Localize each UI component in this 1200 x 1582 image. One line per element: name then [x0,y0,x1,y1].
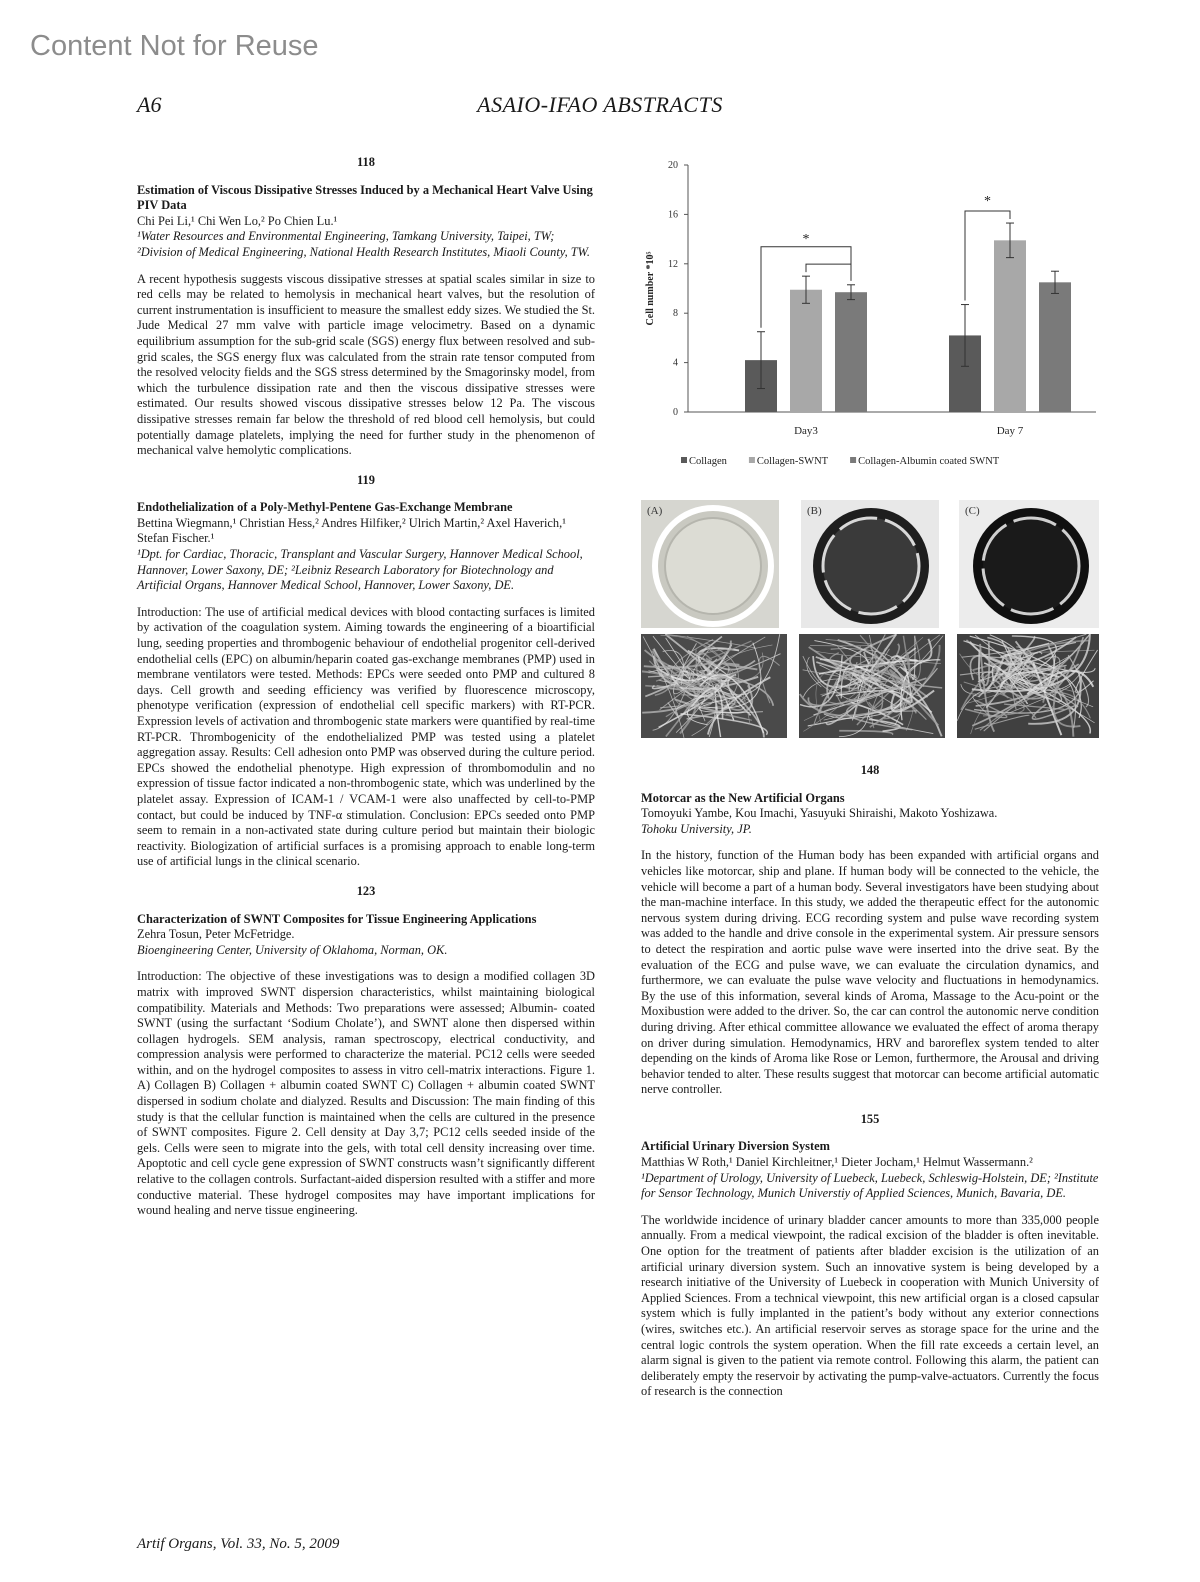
legend-swatch [850,457,856,463]
footer-citation: Artif Organs, Vol. 33, No. 5, 2009 [137,1536,340,1552]
photo-c-sem [957,634,1099,738]
abstract-number: 148 [860,763,880,777]
abstract-118 [137,155,595,459]
photo-label: (B) [807,505,822,517]
legend-swatch [681,457,687,463]
abstract-affiliations: Tohoku University, JP. [641,821,752,836]
photo-a-sem [641,634,787,738]
y-tick-label: 4 [673,357,678,369]
cell-density-chart [641,150,1101,480]
y-tick-label: 8 [673,308,678,320]
bar-0-1 [790,290,822,412]
legend-entry: Collagen-Albumin coated SWNT [858,456,1000,467]
abstract-title: Endothelialization of a Poly-Methyl-Pentene Gas-Exchange Membrane [137,500,513,515]
photo-label: (C) [965,505,980,517]
abstract-123 [137,884,595,1219]
abstract-title: Characterization of SWNT Composites for Tissue Engineering Applications [137,911,537,926]
category-label: Day 7 [996,425,1024,437]
abstract-body: In the history, function of the Human body has been expanded with artificial organs and vehicles like motorcar, ship and plane. If human body will be connected to the vehicle, the vehicle will become a part of a human body. Several investigators have been studying about the man-machine interface. In this study, we added the therapeutic effect for the autonomic nervous system during driving. ECG recording system and pulse wave recording system was added to the handle and drive console in the experimental system. Air pressure sensors to detect the respiration and aortic pulse wave were inserted into the drive seat. By the evaluation of the ECG and pulse wave, we can evaluate the circulation dynamics, and furthermore, we can evaluate the pulse wave velocity and fluctuations in hemodynamics. By the use of this information, several kinds of Aroma, Massage to the Acu-point or the Moxibustion were added to the driver. So, the car can control the autonomic nerve condition during driving. After ethical committee allowance we evaluated the effect of aroma therapy on driver during simulation. Hemodynamics, HRV and baroreflex system tended to alter depending on the kinds of Aroma like Rose or Lemon, furthermore, the Arousal and driving behavior tended to alter. These results suggest that motorcar can become artificial automatic nerve controller. [641,848,1099,1097]
abstract-title: Artificial Urinary Diversion System [641,1139,830,1154]
category-label: Day3 [794,425,818,437]
watermark: Content Not for Reuse [30,30,319,62]
significance-marker: * [984,194,991,210]
abstract-authors: Chi Pei Li,¹ Chi Wen Lo,² Po Chien Lu.¹ [137,213,338,228]
photo-label: (A) [647,505,663,517]
abstract-body: A recent hypothesis suggests viscous dissipative stresses at spatial scales similar in size to red cells may be related to hemolysis in mechanical heart valves, but the resolution of current instrumentation is insufficient to measure the smallest eddy sizes. We studied the St. Jude Medical 27 mm valve with particle image velocimetry. Based on a dynamic equilibrium assumption for the sub-grid scale (SGS) energy flux between resolved and sub-grid scales, the SGS energy flux was calculated from the strain rate tensor computed from the resolved velocity fields and the SGS stress determined by the Smagorinsky model, from which the turbulence dissipation rate and then the viscous dissipative stresses were estimated. Our results showed viscous dissipative stresses below 12 Pa. The viscous dissipative stresses remain far below the threshold of red blood cell hemolysis, but could potentially damage platelets, implying the need for further study in the phenomenon of mechanical valve hemolytic complications. [137,271,595,458]
abstract-authors: Bettina Wiegmann,¹ Christian Hess,² Andres Hilfiker,² Ulrich Martin,² Axel Haverich,¹ Stefan Fischer.¹ [137,515,566,546]
photo-c-dish [959,500,1099,628]
abstract-119 [137,473,595,870]
y-tick-label: 20 [668,160,678,171]
y-tick-label: 12 [668,258,678,270]
abstract-authors: Matthias W Roth,¹ Daniel Kirchleitner,¹ Dieter Jocham,¹ Helmut Wassermann.² [641,1155,1033,1170]
y-tick-label: 0 [673,407,678,418]
left-column [137,155,595,1233]
bar-1-2 [1039,282,1071,412]
y-tick-label: 16 [668,209,678,221]
bar-1-1 [994,240,1026,412]
journal-header: ASAIO-IFAO ABSTRACTS [477,92,723,117]
photo-a-dish [641,500,779,628]
bar-0-2 [835,292,867,412]
abstract-body: Introduction: The use of artificial medical devices with blood contacting surfaces is limited by activation of the coagulation system. Aiming towards the engineering of a bioartificial lung, seeding properties and thrombogenic behaviour of endothelial progenitor cell-derived endothelial cells (EPC) on albumin/heparin coated gas-exchange membranes (PMP) used in membrane ventilators were tested. Methods: EPCs were seeded onto PMP and cultured 8 days. Cell growth and seeding efficiency was verified by fluorescence microscopy, phenotype verification (expression of endothelial cell specific markers) with RT-PCR. Expression levels of activation and thrombogenic state markers were quantified by real-time RT-PCR. Thrombogenicity of the endothelialized PMP was tested using a platelet aggregation assay. Results: Cell adhesion onto PMP was observed during the culture period. EPCs showed the endothelial phenotype. High expression of thrombomodulin and no expression of tissue factor indicated a non-thrombogenic state, which was underlined by the platelet assay. Expression of ICAM-1 / VCAM-1 were also unaffected by cell-to-PMP contact, but could be induced by TNF-α stimulation. Conclusion: EPCs seeded onto PMP seem to remain in a non-activated state during culture period but maintain their biologic reactivity. Biologization of artificial surfaces is a promising approach to enable long-term use of artificial lungs in the clinical scenario. [137,604,595,869]
photo-b-sem [799,634,945,738]
significance-bracket [806,264,851,281]
significance-marker: * [802,231,810,247]
fiber-strand [1068,655,1088,707]
abstract-authors: Zehra Tosun, Peter McFetridge. [137,927,295,942]
abstract-number: 119 [357,472,375,487]
abstract-affiliations: Bioengineering Center, University of Oklahoma, Norman, OK. [137,942,448,957]
abstract-authors: Tomoyuki Yambe, Kou Imachi, Yasuyuki Shiraishi, Makoto Yoshizawa. [641,806,998,821]
page-number: A6 [137,92,162,117]
abstract-number: 155 [860,1111,880,1126]
abstract-title: Motorcar as the New Artificial Organs [641,790,845,805]
y-axis-label: Cell number *10⁵ [645,251,656,326]
fiber-strand [912,636,915,680]
legend-entry: Collagen-SWNT [756,456,829,467]
abstract-body: The worldwide incidence of urinary bladder cancer amounts to more than 335,000 people annually. From a medical viewpoint, the radical excision of the bladder is often inevitable. One option for the treatment of patients after bladder excision is the utilization of an artificial urinary diversion system. Such an innovative system is being developed by a research initiative of the University of Luebeck in cooperation with Munich University of Applied Sciences. From a technical viewpoint, this new artificial organ is a closed capsular system which is fully implanted in the patient’s body without any exterior connections (wires, switches etc.). An artificial reservoir serves as storage space for the urine and the central logic controls the system operation. When the fill rate exceeds a certain level, an alarm signal is given to the patient via remote control. Following this alarm, the patient can deliberately empty the reservoir by activating the pump-valve-actuators. Currently the focus of research is the connection [641,1212,1099,1399]
abstract-title: Estimation of Viscous Dissipative Stresses Induced by a Mechanical Heart Valve Using PIV Data [137,182,593,213]
abstract-body: Introduction: The objective of these investigations was to design a modified collagen 3D matrix with improved SWNT dispersion characteristics, whilst maintaining biological compatibility. Materials and Methods: Two preparations were assessed; Albumin- coated SWNT (using the surfactant ‘Sodium Cholate’), and SWNT alone then dispersed within collagen hydrogels. SEM analysis, raman spectroscopy, electrical conductivity, and compression analysis were performed to characterize the material. PC12 cells were seeded within, and on the hydrogel composites to assess in vitro cell-matrix interactions. Figure 1. A) Collagen B) Collagen + albumin coated SWNT C) Collagen + albumin coated SWNT dispersed in sodium cholate and dialyzed. Results and Discussion: The main finding of this study is that the cellular function is maintained when the cells are cultured in the presence of SWNT composites. Figure 2. Cell density at Day 3,7; PC12 cells seeded inside of the gels. Cells were seen to migrate into the gels, with total cell density increasing over time. Apoptotic and cell cycle gene expression of SWNT constructs wasn’t significantly different relative to the collagen controls. Surfactant-aided dispersion resulted with a stiffer and more conductive material. These hydrogel composites may have important implications for wound healing and nerve tissue engineering. [137,969,595,1218]
chart-svg [641,150,1101,480]
figure-photos [641,500,1099,740]
abstract-affiliations: ¹Dpt. for Cardiac, Thoracic, Transplant and Vascular Surgery, Hannover Medical School, Hannover, Lower Saxony, DE; ²Leibniz Research Laboratory for Biotechnology and Artificial Organs, Hannover Medical School, Hannover, Lower Saxony, DE. [137,547,583,593]
right-column [641,763,1099,1414]
abstract-number: 118 [357,155,375,169]
legend-swatch [749,457,755,463]
photo-b-dish [801,500,939,628]
abstract-number: 123 [356,883,376,898]
abstract-affiliations: ¹Water Resources and Environmental Engineering, Tamkang University, Taipei, TW; ²Division of Medical Engineering, National Health Research Institutes, Miaoli County, TW. [137,229,590,259]
fiber-strand [810,639,873,645]
legend-entry: Collagen [689,456,727,467]
abstract-148 [641,763,1099,1098]
abstract-affiliations: ¹Department of Urology, University of Luebeck, Luebeck, Schleswig-Holstein, DE; ²Institute for Sensor Technology, Munich Universtiy of Applied Sciences, Munich, Bavaria, DE. [641,1170,1099,1201]
abstract-155 [641,1112,1099,1400]
